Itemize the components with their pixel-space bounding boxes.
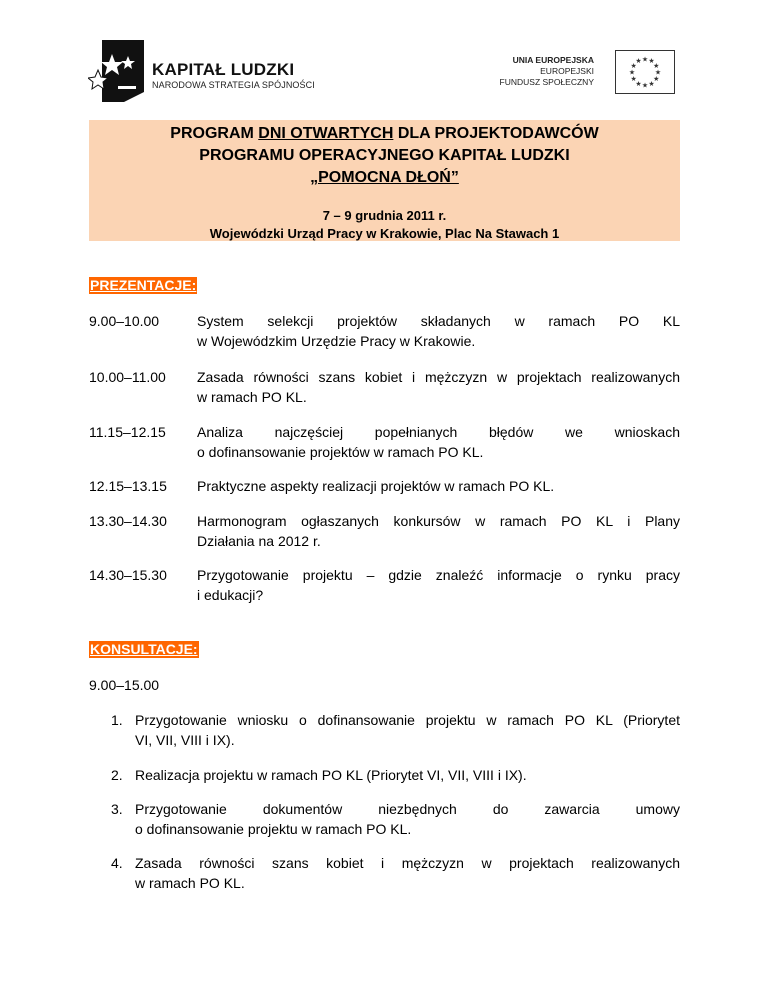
banner-title-line1	[89, 123, 680, 145]
schedule-desc-line1: Analiza najczęściej popełnianych błędów we wnioskach	[197, 424, 680, 440]
eu-star-icon: ★	[641, 82, 649, 90]
eu-star-icon: ★	[630, 63, 637, 70]
banner-date: 7 – 9 grudnia 2011 r.	[322, 208, 447, 223]
prezentacje-heading: PREZENTACJE:	[90, 277, 197, 293]
eu-label	[500, 55, 594, 88]
list-text	[135, 765, 680, 785]
schedule-time: 10.00–11.00	[89, 369, 166, 385]
schedule-desc-line2: o dofinansowanie projektów w ramach PO KL.	[197, 444, 484, 460]
list-text-line1: Przygotowanie wniosku o dofinansowanie projektu w ramach PO KL (Priorytet	[135, 712, 680, 728]
eu-star-icon: ★	[648, 80, 655, 88]
eu-label-line3: FUNDUSZ SPOŁECZNY	[499, 77, 594, 87]
schedule-time: 14.30–15.30	[89, 567, 167, 583]
schedule-desc-line1: System selekcji projektów składanych w ramach PO KL	[197, 313, 680, 329]
schedule-desc	[197, 422, 680, 462]
banner-place: Wojewódzki Urząd Pracy w Krakowie, Plac Na Stawach 1	[209, 226, 560, 241]
list-text-line2: w ramach PO KL.	[135, 875, 245, 891]
eu-star-icon: ★	[628, 69, 636, 77]
list-text-line1: Realizacja projektu w ramach PO KL (Priorytet VI, VII, VIII i IX).	[135, 767, 527, 783]
schedule-desc	[197, 511, 680, 551]
list-text-line2: o dofinansowanie projektu w ramach PO KL.	[135, 821, 412, 837]
schedule-desc-line1: Zasada równości szans kobiet i mężczyzn w projektach realizowanych	[197, 369, 680, 385]
eu-flag-icon	[615, 50, 675, 94]
eu-star-icon: ★	[653, 63, 660, 70]
banner-title-line3: „POMOCNA DŁOŃ”	[310, 169, 459, 186]
schedule-time: 11.15–12.15	[89, 424, 166, 440]
banner-title-line2: PROGRAMU OPERACYJNEGO KAPITAŁ LUDZKI	[199, 147, 570, 164]
banner-title-underlined: DNI OTWARTYCH	[258, 125, 394, 142]
schedule-desc	[197, 311, 680, 351]
list-text-line2: VI, VII, VIII i IX).	[135, 732, 235, 748]
schedule-desc	[197, 565, 680, 605]
list-text-line1: Zasada równości szans kobiet i mężczyzn w projektach realizowanych	[135, 855, 680, 871]
schedule-desc	[197, 476, 680, 496]
banner-title-part1: PROGRAM	[170, 125, 259, 142]
eu-star-icon: ★	[635, 58, 642, 66]
list-text	[135, 799, 680, 839]
list-text-line1: Przygotowanie dokumentów niezbędnych do zawarcia umowy	[135, 801, 680, 817]
kapital-ludzki-logo	[88, 40, 328, 102]
schedule-desc-line1: Praktyczne aspekty realizacji projektów w ramach PO KL.	[197, 478, 555, 494]
eu-label-line1: UNIA EUROPEJSKA	[512, 55, 594, 65]
eu-label-line2: EUROPEJSKI	[540, 66, 594, 76]
list-number: 4.	[111, 855, 123, 871]
schedule-desc-line2: Działania na 2012 r.	[197, 533, 321, 549]
eu-star-icon: ★	[630, 76, 637, 83]
banner-title-part2: DLA PROJEKTODAWCÓW	[393, 125, 599, 142]
list-text	[135, 853, 680, 893]
eu-star-icon: ★	[635, 80, 642, 88]
schedule-desc-line2: w Wojewódzkim Urzędzie Pracy w Krakowie.	[197, 333, 476, 349]
konsultacje-heading: KONSULTACJE:	[90, 641, 198, 657]
list-number: 3.	[111, 801, 123, 817]
schedule-desc-line1: Przygotowanie projektu – gdzie znaleźć informacje o rynku pracy	[197, 567, 680, 583]
eu-star-icon: ★	[641, 56, 649, 64]
kapital-ludzki-emblem-icon	[88, 40, 152, 102]
konsultacje-time: 9.00–15.00	[89, 677, 160, 693]
title-banner	[89, 120, 680, 241]
schedule-time: 13.30–14.30	[89, 513, 167, 529]
schedule-time: 12.15–13.15	[89, 478, 167, 494]
list-number: 1.	[111, 712, 123, 728]
list-text	[135, 710, 680, 750]
schedule-desc-line2: i edukacji?	[197, 587, 264, 603]
eu-star-icon: ★	[653, 76, 660, 83]
logo-subtitle: NARODOWA STRATEGIA SPÓJNOŚCI	[152, 80, 315, 90]
schedule-desc-line1: Harmonogram ogłaszanych konkursów w ramach PO KL i Plany	[197, 513, 680, 529]
list-number: 2.	[111, 767, 123, 783]
schedule-time: 9.00–10.00	[89, 313, 160, 329]
schedule-desc-line2: w ramach PO KL.	[197, 389, 307, 405]
schedule-desc	[197, 367, 680, 407]
logo-title: KAPITAŁ LUDZKI	[152, 60, 295, 79]
eu-star-icon: ★	[654, 69, 662, 77]
eu-star-icon: ★	[648, 58, 655, 66]
